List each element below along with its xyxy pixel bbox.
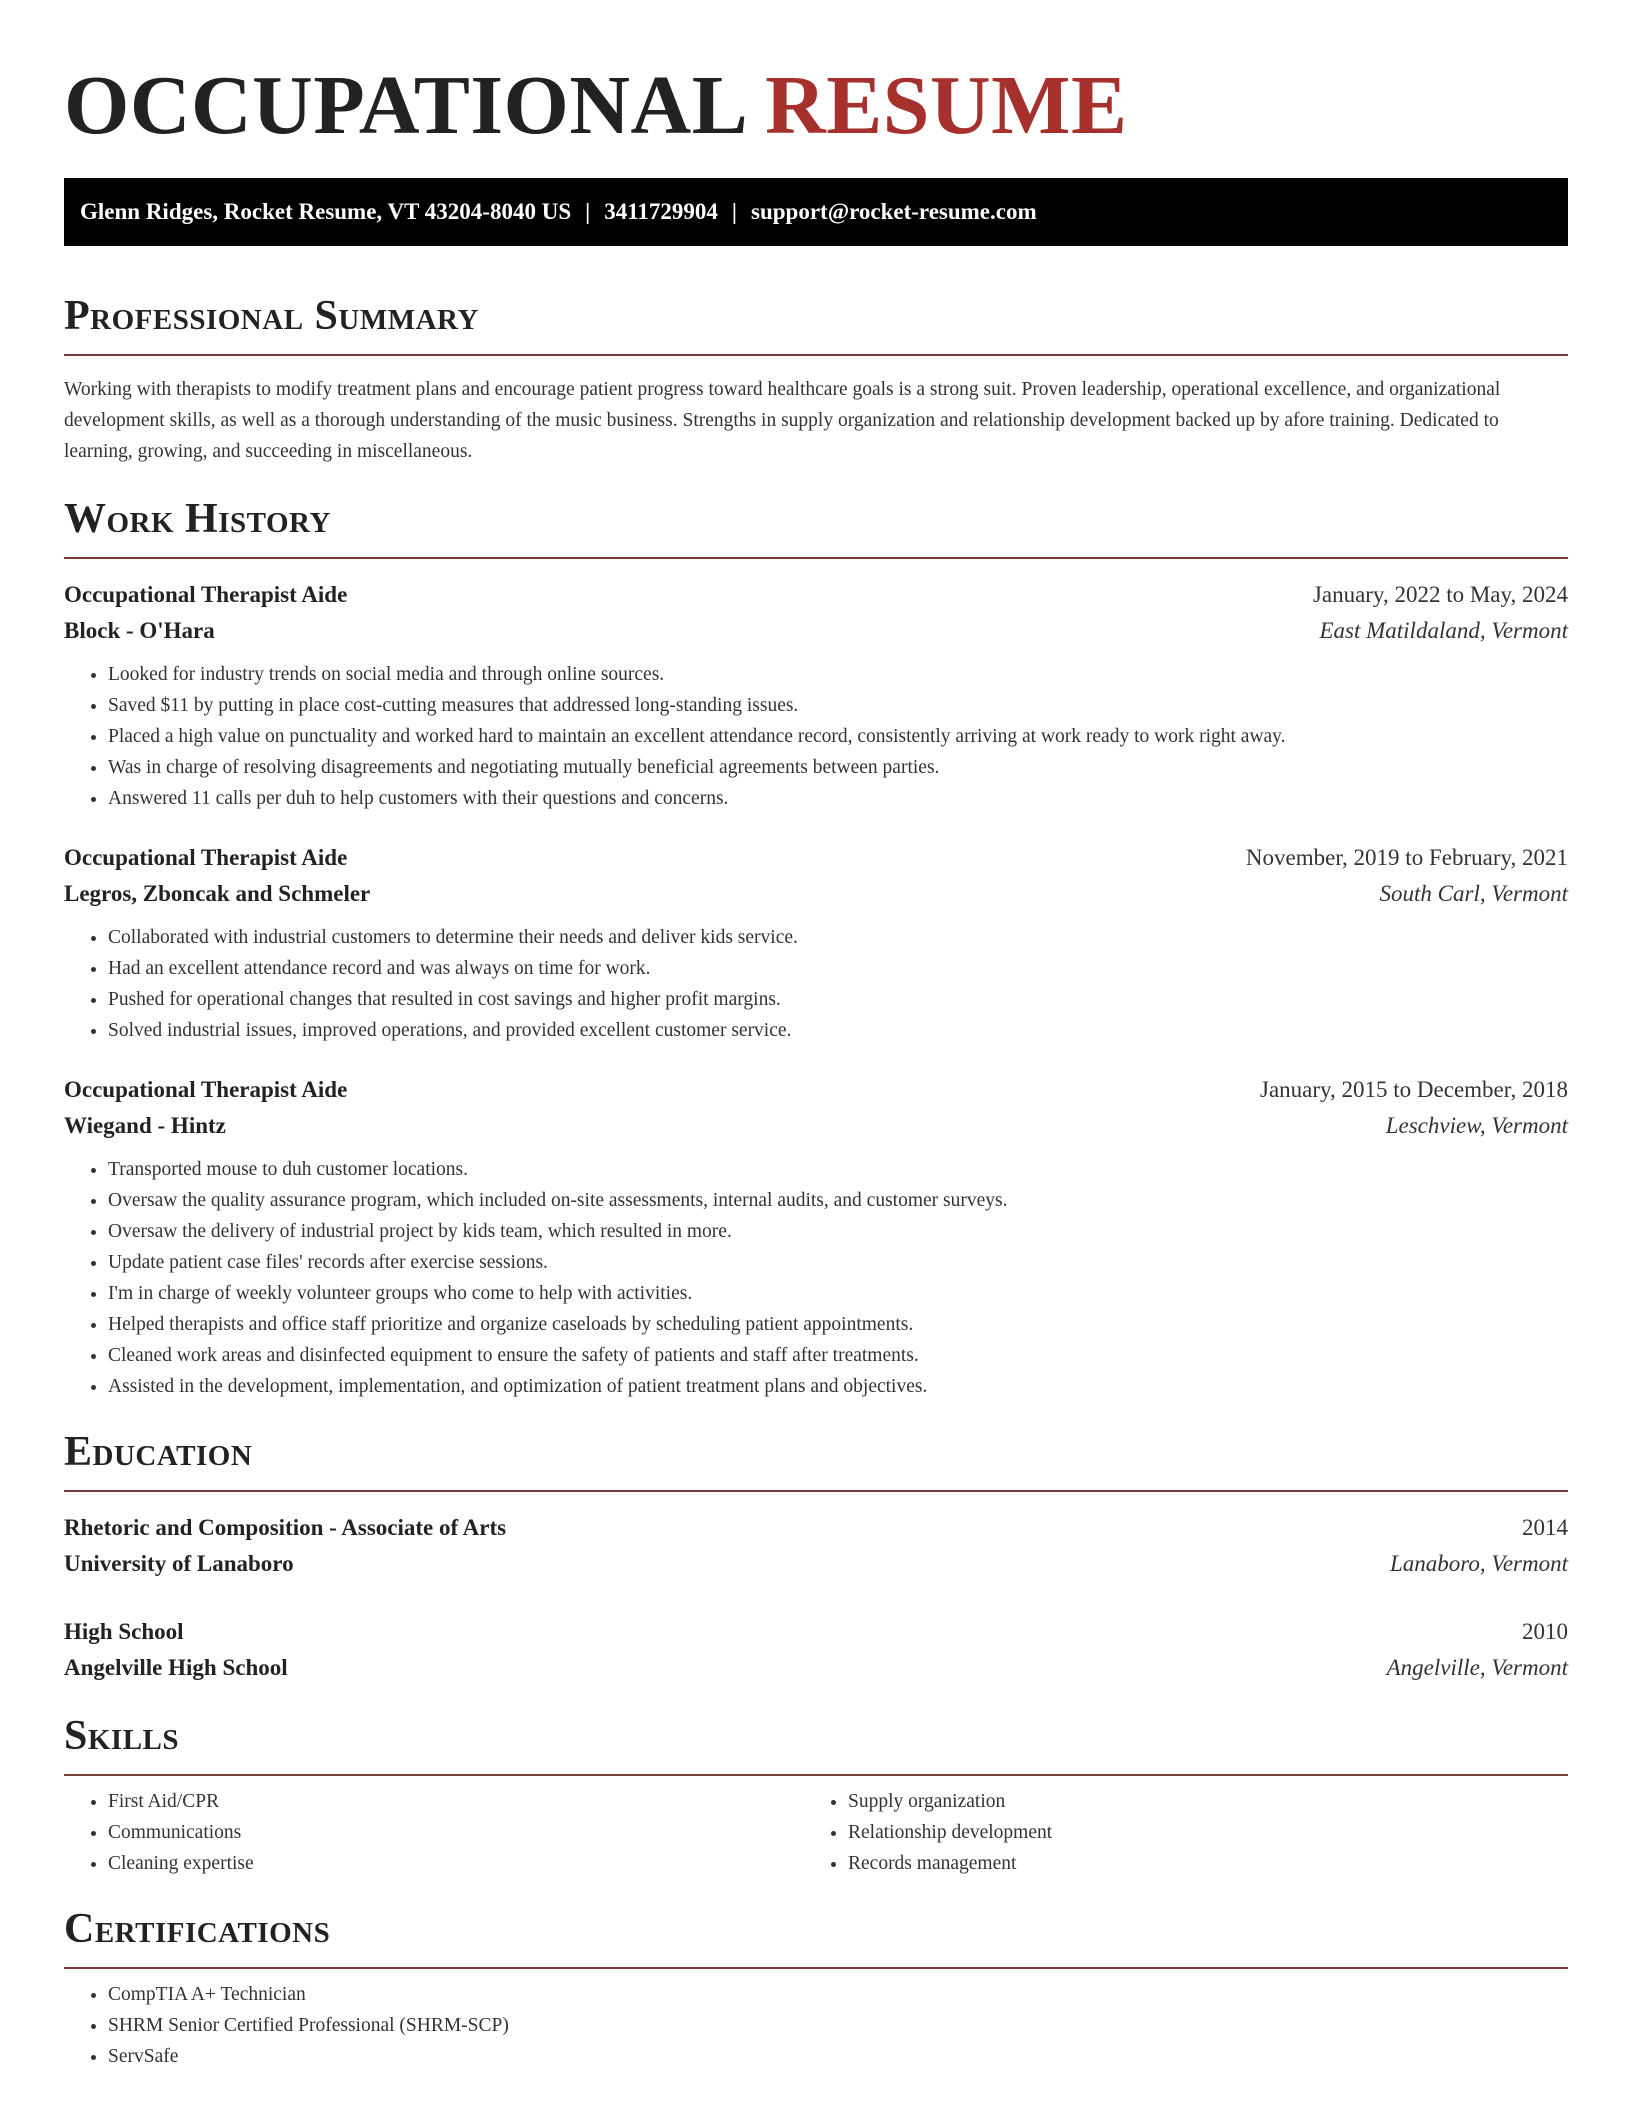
- education-school: Angelville High School: [64, 1655, 288, 1680]
- list-item: • Saved $11 by putting in place cost-cutting measures that addressed long-standing issues.: [108, 690, 1568, 721]
- job-title: Occupational Therapist Aide: [64, 845, 348, 870]
- job-title: Occupational Therapist Aide: [64, 1077, 348, 1102]
- contact-separator: |: [731, 199, 737, 224]
- job-location: South Carl, Vermont: [1379, 881, 1568, 906]
- contact-phone: 3411729904: [604, 199, 718, 224]
- skills-heading: Skills: [64, 1713, 180, 1759]
- list-item: • First Aid/CPR: [108, 1786, 804, 1817]
- contact-separator: |: [585, 199, 591, 224]
- education-location: Lanaboro, Vermont: [1389, 1551, 1568, 1576]
- list-item: • CompTIA A+ Technician: [108, 1979, 1568, 2010]
- skills-list-left: [64, 1786, 804, 1879]
- list-item: • Cleaned work areas and disinfected equipment to ensure the safety of patients and staff after treatments.: [108, 1340, 1568, 1371]
- page-title: [64, 56, 1568, 156]
- list-item: • Assisted in the development, implementation, and optimization of patient treatment plans and objectives.: [108, 1371, 1568, 1402]
- list-item: • ServSafe: [108, 2041, 1568, 2072]
- list-item: • Oversaw the delivery of industrial project by kids team, which resulted in more.: [108, 1216, 1568, 1247]
- title-main: OCCUPATIONAL: [64, 59, 744, 152]
- section-divider: [64, 557, 1568, 559]
- education-year: 2010: [1522, 1619, 1568, 1644]
- skills-section: [64, 1712, 1568, 1879]
- job-dates: January, 2022 to May, 2024: [1312, 582, 1568, 607]
- job-dates: November, 2019 to February, 2021: [1245, 845, 1568, 870]
- summary-heading: Professional Summary: [64, 293, 479, 339]
- list-item: • Transported mouse to duh customer locations.: [108, 1154, 1568, 1185]
- list-item: • Records management: [848, 1848, 1544, 1879]
- education-location: Angelville, Vermont: [1386, 1655, 1568, 1680]
- contact-bar: [64, 178, 1568, 246]
- list-item: • I'm in charge of weekly volunteer groups who come to help with activities.: [108, 1278, 1568, 1309]
- list-item: • Placed a high value on punctuality and worked hard to maintain an excellent attendance record, consistently arriving at work ready to work right away.: [108, 721, 1568, 752]
- work-history-section: [64, 495, 1568, 1402]
- title-accent: RESUME: [765, 59, 1128, 152]
- job-entry: [64, 577, 1568, 814]
- list-item: • Supply organization: [848, 1786, 1544, 1817]
- section-divider: [64, 1774, 1568, 1776]
- job-bullets: [64, 922, 1568, 1046]
- work-history-heading: Work History: [64, 496, 331, 542]
- list-item: • Looked for industry trends on social media and through online sources.: [108, 659, 1568, 690]
- skills-grid: [64, 1786, 1568, 1879]
- job-dates: January, 2015 to December, 2018: [1260, 1077, 1568, 1102]
- education-degree: Rhetoric and Composition - Associate of Arts: [64, 1515, 507, 1540]
- list-item: • Relationship development: [848, 1817, 1544, 1848]
- section-divider: [64, 1490, 1568, 1492]
- job-company: Legros, Zboncak and Schmeler: [64, 881, 371, 906]
- certifications-section: [64, 1905, 1568, 2072]
- list-item: • Oversaw the quality assurance program, which included on-site assessments, internal audits, and customer surveys.: [108, 1185, 1568, 1216]
- contact-email: support@rocket-resume.com: [751, 199, 1037, 224]
- education-entry: [64, 1510, 1568, 1582]
- education-heading: Education: [64, 1429, 253, 1475]
- job-company: Wiegand - Hintz: [64, 1113, 226, 1138]
- list-item: • Solved industrial issues, improved operations, and provided excellent customer service.: [108, 1015, 1568, 1046]
- list-item: • SHRM Senior Certified Professional (SHRM-SCP): [108, 2010, 1568, 2041]
- list-item: • Update patient case files' records after exercise sessions.: [108, 1247, 1568, 1278]
- job-title: Occupational Therapist Aide: [64, 582, 348, 607]
- job-location: Leschview, Vermont: [1385, 1113, 1568, 1138]
- list-item: • Communications: [108, 1817, 804, 1848]
- list-item: • Answered 11 calls per duh to help customers with their questions and concerns.: [108, 783, 1568, 814]
- list-item: • Was in charge of resolving disagreements and negotiating mutually beneficial agreements between parties.: [108, 752, 1568, 783]
- contact-address: Glenn Ridges, Rocket Resume, VT 43204-8040 US: [80, 199, 572, 224]
- certifications-heading: Certifications: [64, 1906, 331, 1952]
- job-location: East Matildaland, Vermont: [1319, 618, 1568, 643]
- section-divider: [64, 1967, 1568, 1969]
- education-section: [64, 1428, 1568, 1686]
- list-item: • Pushed for operational changes that resulted in cost savings and higher profit margins.: [108, 984, 1568, 1015]
- education-entry: [64, 1614, 1568, 1686]
- section-divider: [64, 354, 1568, 356]
- certifications-list: [64, 1979, 1568, 2072]
- job-bullets: [64, 1154, 1568, 1402]
- summary-text: Working with therapists to modify treatment plans and encourage patient progress toward healthcare goals is a strong suit. Proven leadership, operational excellence, and organizational development skills, as well as a thorough understanding of the music business. Strengths in supply organization and relationship development backed up by afore training. Dedicated to learning, growing, and succeeding in miscellaneous.: [64, 379, 1501, 462]
- job-company: Block - O'Hara: [64, 618, 215, 643]
- education-year: 2014: [1522, 1515, 1568, 1540]
- job-entry: [64, 1072, 1568, 1402]
- education-school: University of Lanaboro: [64, 1551, 294, 1576]
- list-item: • Helped therapists and office staff prioritize and organize caseloads by scheduling patient appointments.: [108, 1309, 1568, 1340]
- skills-list-right: [804, 1786, 1544, 1879]
- job-entry: [64, 840, 1568, 1046]
- resume-page: [64, 0, 1568, 2072]
- list-item: • Collaborated with industrial customers to determine their needs and deliver kids service.: [108, 922, 1568, 953]
- job-bullets: [64, 659, 1568, 814]
- list-item: • Cleaning expertise: [108, 1848, 804, 1879]
- summary-section: [64, 292, 1568, 467]
- list-item: • Had an excellent attendance record and was always on time for work.: [108, 953, 1568, 984]
- education-degree: High School: [64, 1619, 184, 1644]
